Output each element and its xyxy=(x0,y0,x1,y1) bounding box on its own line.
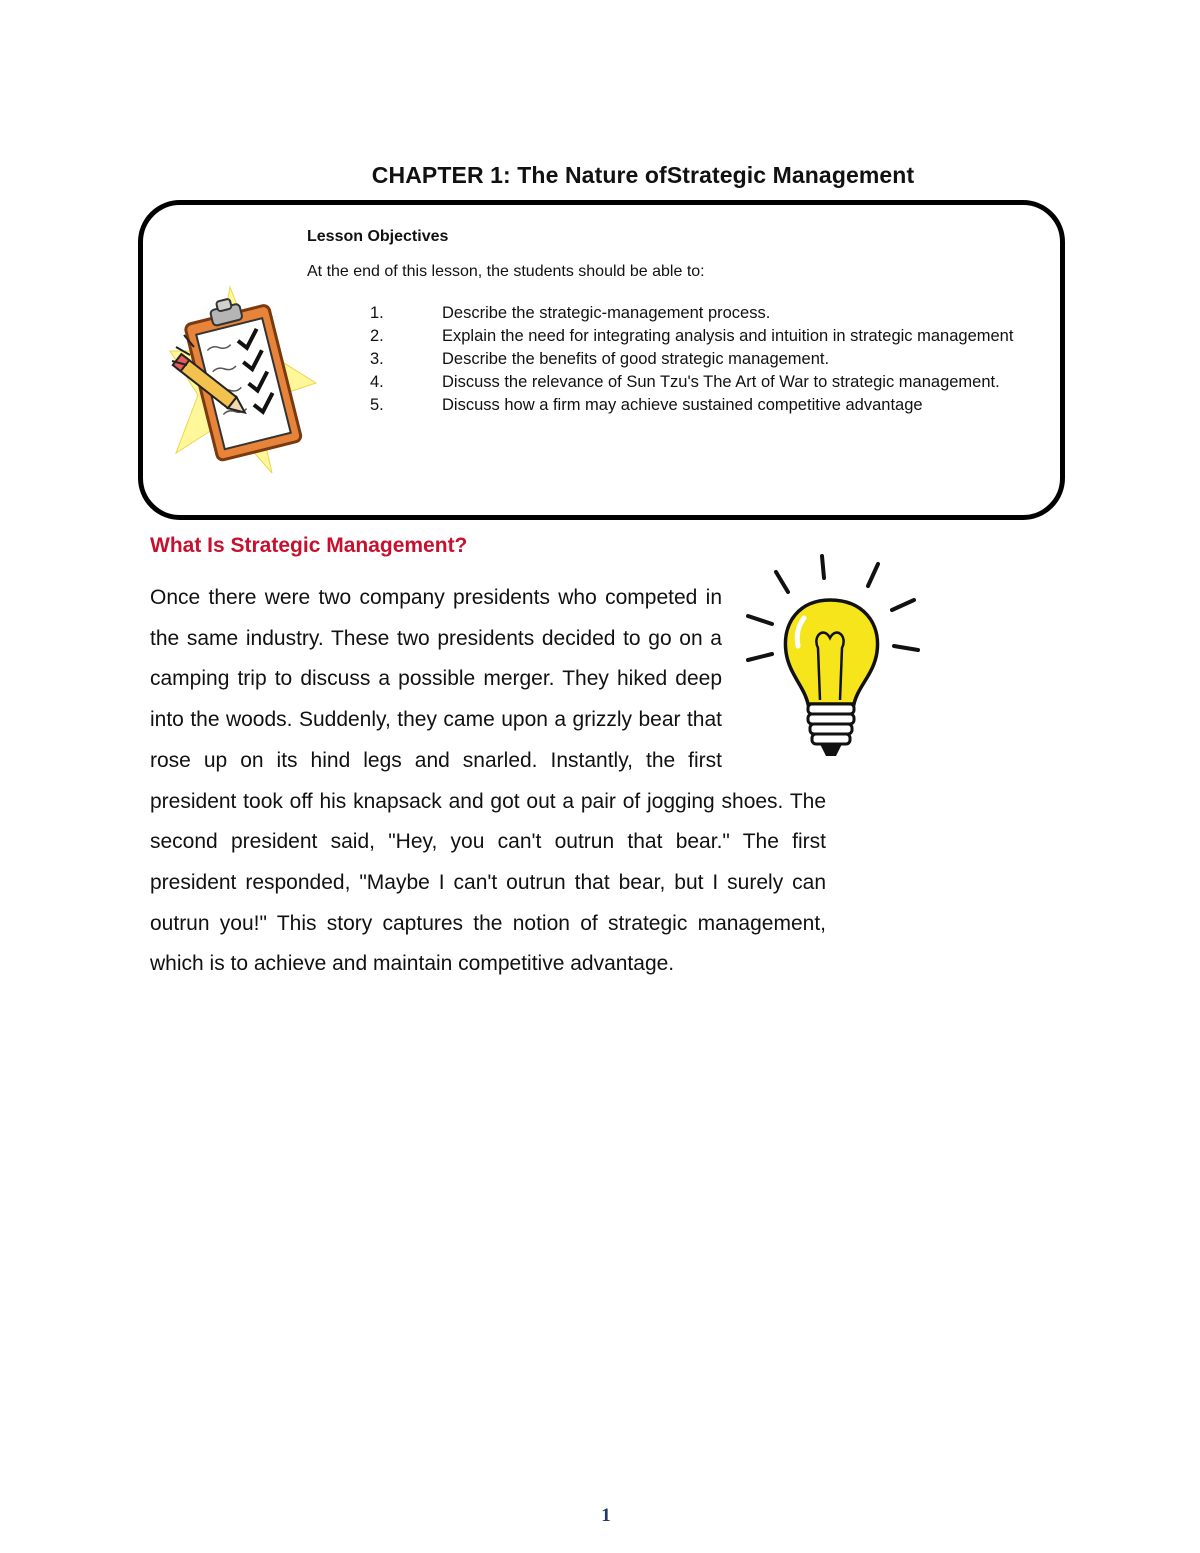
section-body: Once there were two company presidents who competed in the same industry. These two presidents decided to go on a camping trip to discuss a possible merger. They hiked deep into the woods. Suddenly, they came upon a grizzly bear that rose up on its hind legs and snarled. Instantly, the first president took off his knapsack and got out a pair of jogging shoes. The second president said, "Hey, you can't outrun that bear." The first president responded, "Maybe I can't outrun that bear, but I surely can outrun you!" This story captures the notion of strategic management, which is to achieve and maintain competitive advantage. xyxy=(150,586,826,976)
objective-item xyxy=(370,348,1030,371)
objective-number: 1. xyxy=(370,304,384,322)
objective-text: Explain the need for integrating analysis and intuition in strategic management xyxy=(442,327,1014,345)
objective-text: Discuss how a firm may achieve sustained competitive advantage xyxy=(442,396,923,414)
objective-item xyxy=(370,394,1030,417)
objective-number: 3. xyxy=(370,350,384,368)
objectives-heading: Lesson Objectives xyxy=(307,228,449,245)
page-number: 1 xyxy=(601,1505,611,1526)
objective-item xyxy=(370,302,1030,325)
objective-item xyxy=(370,325,1030,348)
objective-item xyxy=(370,371,1030,394)
objectives-intro: At the end of this lesson, the students should be able to: xyxy=(307,263,705,280)
objective-number: 5. xyxy=(370,396,384,414)
objective-text: Discuss the relevance of Sun Tzu's The Art of War to strategic management. xyxy=(442,373,1000,391)
objectives-list xyxy=(370,302,1030,417)
objective-text: Describe the benefits of good strategic management. xyxy=(442,350,830,368)
objective-text: Describe the strategic-management process. xyxy=(442,304,771,322)
section-heading: What Is Strategic Management? xyxy=(150,534,468,557)
clipboard-checklist-icon xyxy=(168,285,318,475)
objective-number: 2. xyxy=(370,327,384,345)
objective-number: 4. xyxy=(370,373,384,391)
chapter-title: CHAPTER 1: The Nature ofStrategic Management xyxy=(371,162,915,188)
